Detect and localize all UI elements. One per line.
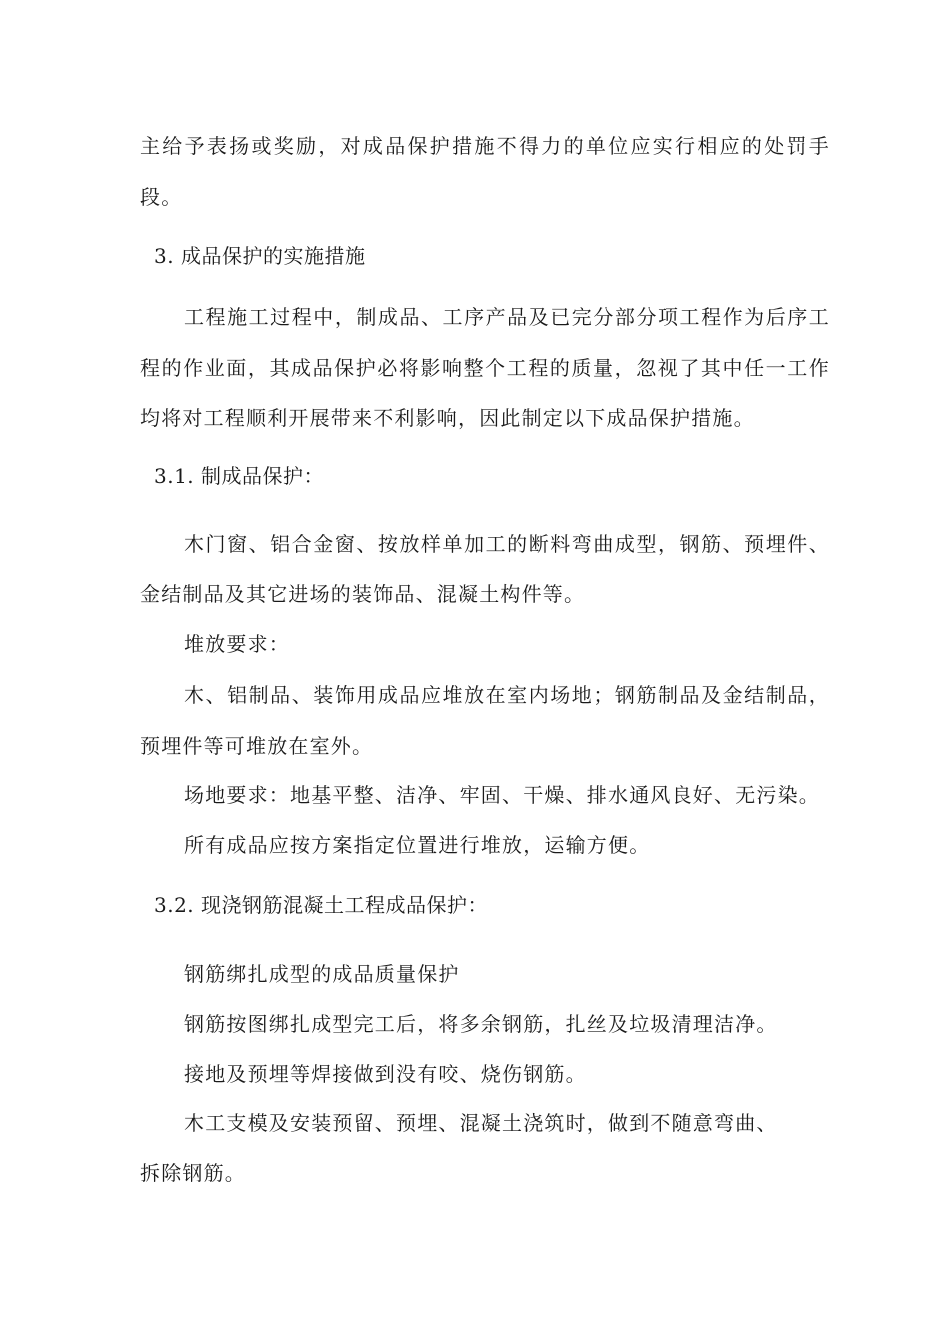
rebar-protection-item-4-line-1: 木工支模及安装预留、预埋、混凝土浇筑时，做到不随意弯曲、: [184, 1111, 778, 1135]
site-requirements: 场地要求：地基平整、洁净、牢固、干燥、排水通风良好、无污染。: [184, 783, 820, 807]
stacking-requirements-line-2: 预埋件等可堆放在室外。: [140, 734, 374, 758]
section-3-1-heading: 3.1. 制成品保护：: [154, 464, 325, 488]
intro-paragraph-line-2: 段。: [140, 185, 183, 209]
rebar-protection-item-2: 钢筋按图绑扎成型完工后，将多余钢筋，扎丝及垃圾清理洁净。: [184, 1012, 778, 1036]
rebar-protection-item-4-line-2: 拆除钢筋。: [140, 1161, 246, 1185]
intro-paragraph-line-1: 主给予表扬或奖励，对成品保护措施不得力的单位应实行相应的处罚手: [140, 134, 830, 158]
rebar-protection-item-3: 接地及预埋等焊接做到没有咬、烧伤钢筋。: [184, 1062, 587, 1086]
section-3-2-heading: 3.2. 现浇钢筋混凝土工程成品保护：: [154, 893, 489, 917]
section-3-1-paragraph-line-1: 木门窗、铝合金窗、按放样单加工的断料弯曲成型，钢筋、预埋件、: [184, 532, 830, 556]
placement-note: 所有成品应按方案指定位置进行堆放，运输方便。: [184, 833, 651, 857]
section-3-heading: 3. 成品保护的实施措施: [154, 244, 366, 268]
stacking-requirements-line-1: 木、铝制品、装饰用成品应堆放在室内场地；钢筋制品及金结制品，: [184, 683, 830, 707]
rebar-protection-item-1: 钢筋绑扎成型的成品质量保护: [184, 962, 460, 986]
section-3-paragraph-line-3: 均将对工程顺利开展带来不利影响，因此制定以下成品保护措施。: [140, 406, 755, 430]
section-3-1-paragraph-line-2: 金结制品及其它进场的装饰品、混凝土构件等。: [140, 582, 586, 606]
section-3-paragraph-line-1: 工程施工过程中，制成品、工序产品及已完分部分项工程作为后序工: [184, 305, 830, 329]
stacking-requirements-title: 堆放要求：: [184, 632, 290, 656]
section-3-paragraph-line-2: 程的作业面，其成品保护必将影响整个工程的质量，忽视了其中任一工作: [140, 356, 830, 380]
